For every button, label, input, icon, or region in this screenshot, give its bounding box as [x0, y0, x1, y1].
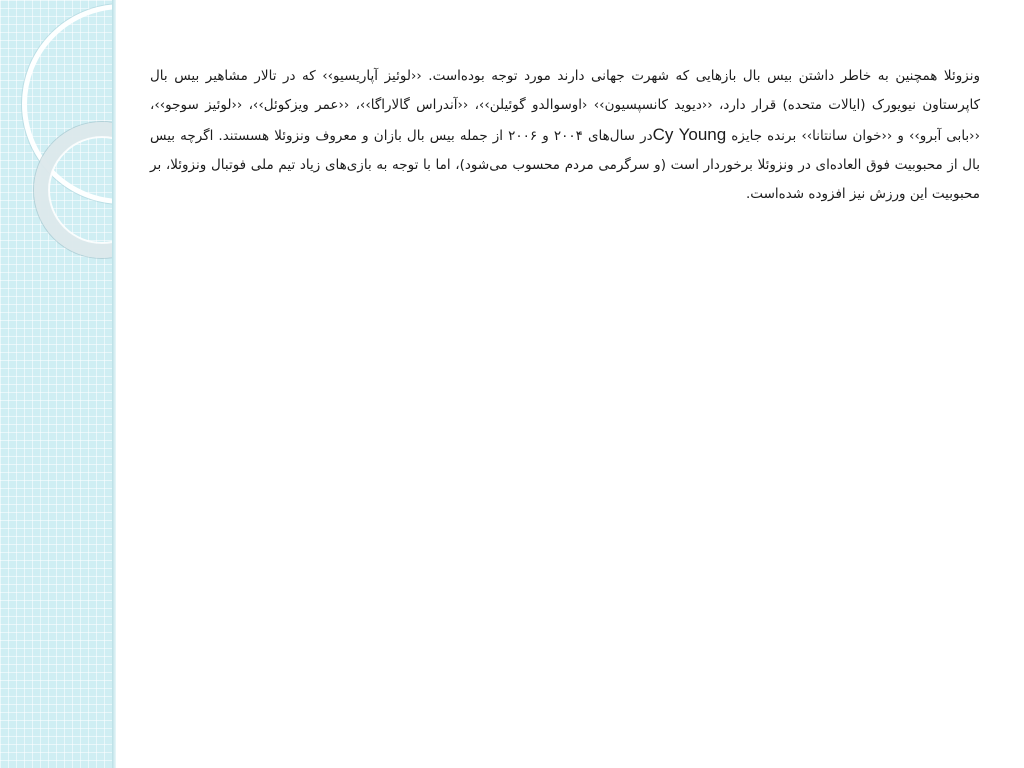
- award-name: Cy Young: [652, 125, 727, 144]
- decorative-side-panel: [0, 0, 112, 768]
- side-panel-edge: [112, 0, 116, 768]
- slide-body: [150, 62, 980, 209]
- body-paragraph: [150, 62, 980, 209]
- paragraph-text-part2: در سال‌های ۲۰۰۴ و ۲۰۰۶ از جمله بیس بال بازان و معروف ونزوئلا هسستند. اگرچه بیس بال از محبوبیت فوق العاده‌ای در ونزوئلا برخوردار است (و سرگرمی مردم محسوب می‌شود)، اما با توجه به بازی‌های زیاد تیم ملی فوتبال ونزوئلا، بر محبوبیت این ورزش نیز افزوده شده‌است.: [150, 128, 980, 202]
- paragraph-text-part1: ونزوئلا همچنین به خاطر داشتن بیس بال بازهایی که شهرت جهانی دارند مورد توجه بوده‌است. ‹‹لوئیز آپاریسیو›› که در تالار مشاهیر بیس بال کاپرستاون نیویورک (ایالات متحده) قرار دارد، ‹‹دیوید کانسپسیون›› ‹اوسوالدو گوئیلن››، ‹‹آندراس گالاراگا››، ‹‹عمر ویزکوئل››، ‹‹لوئیز سوجو››، ‹‹بابی آبرو›› و ‹‹خوان سانتانا›› برنده جایزه: [150, 68, 980, 144]
